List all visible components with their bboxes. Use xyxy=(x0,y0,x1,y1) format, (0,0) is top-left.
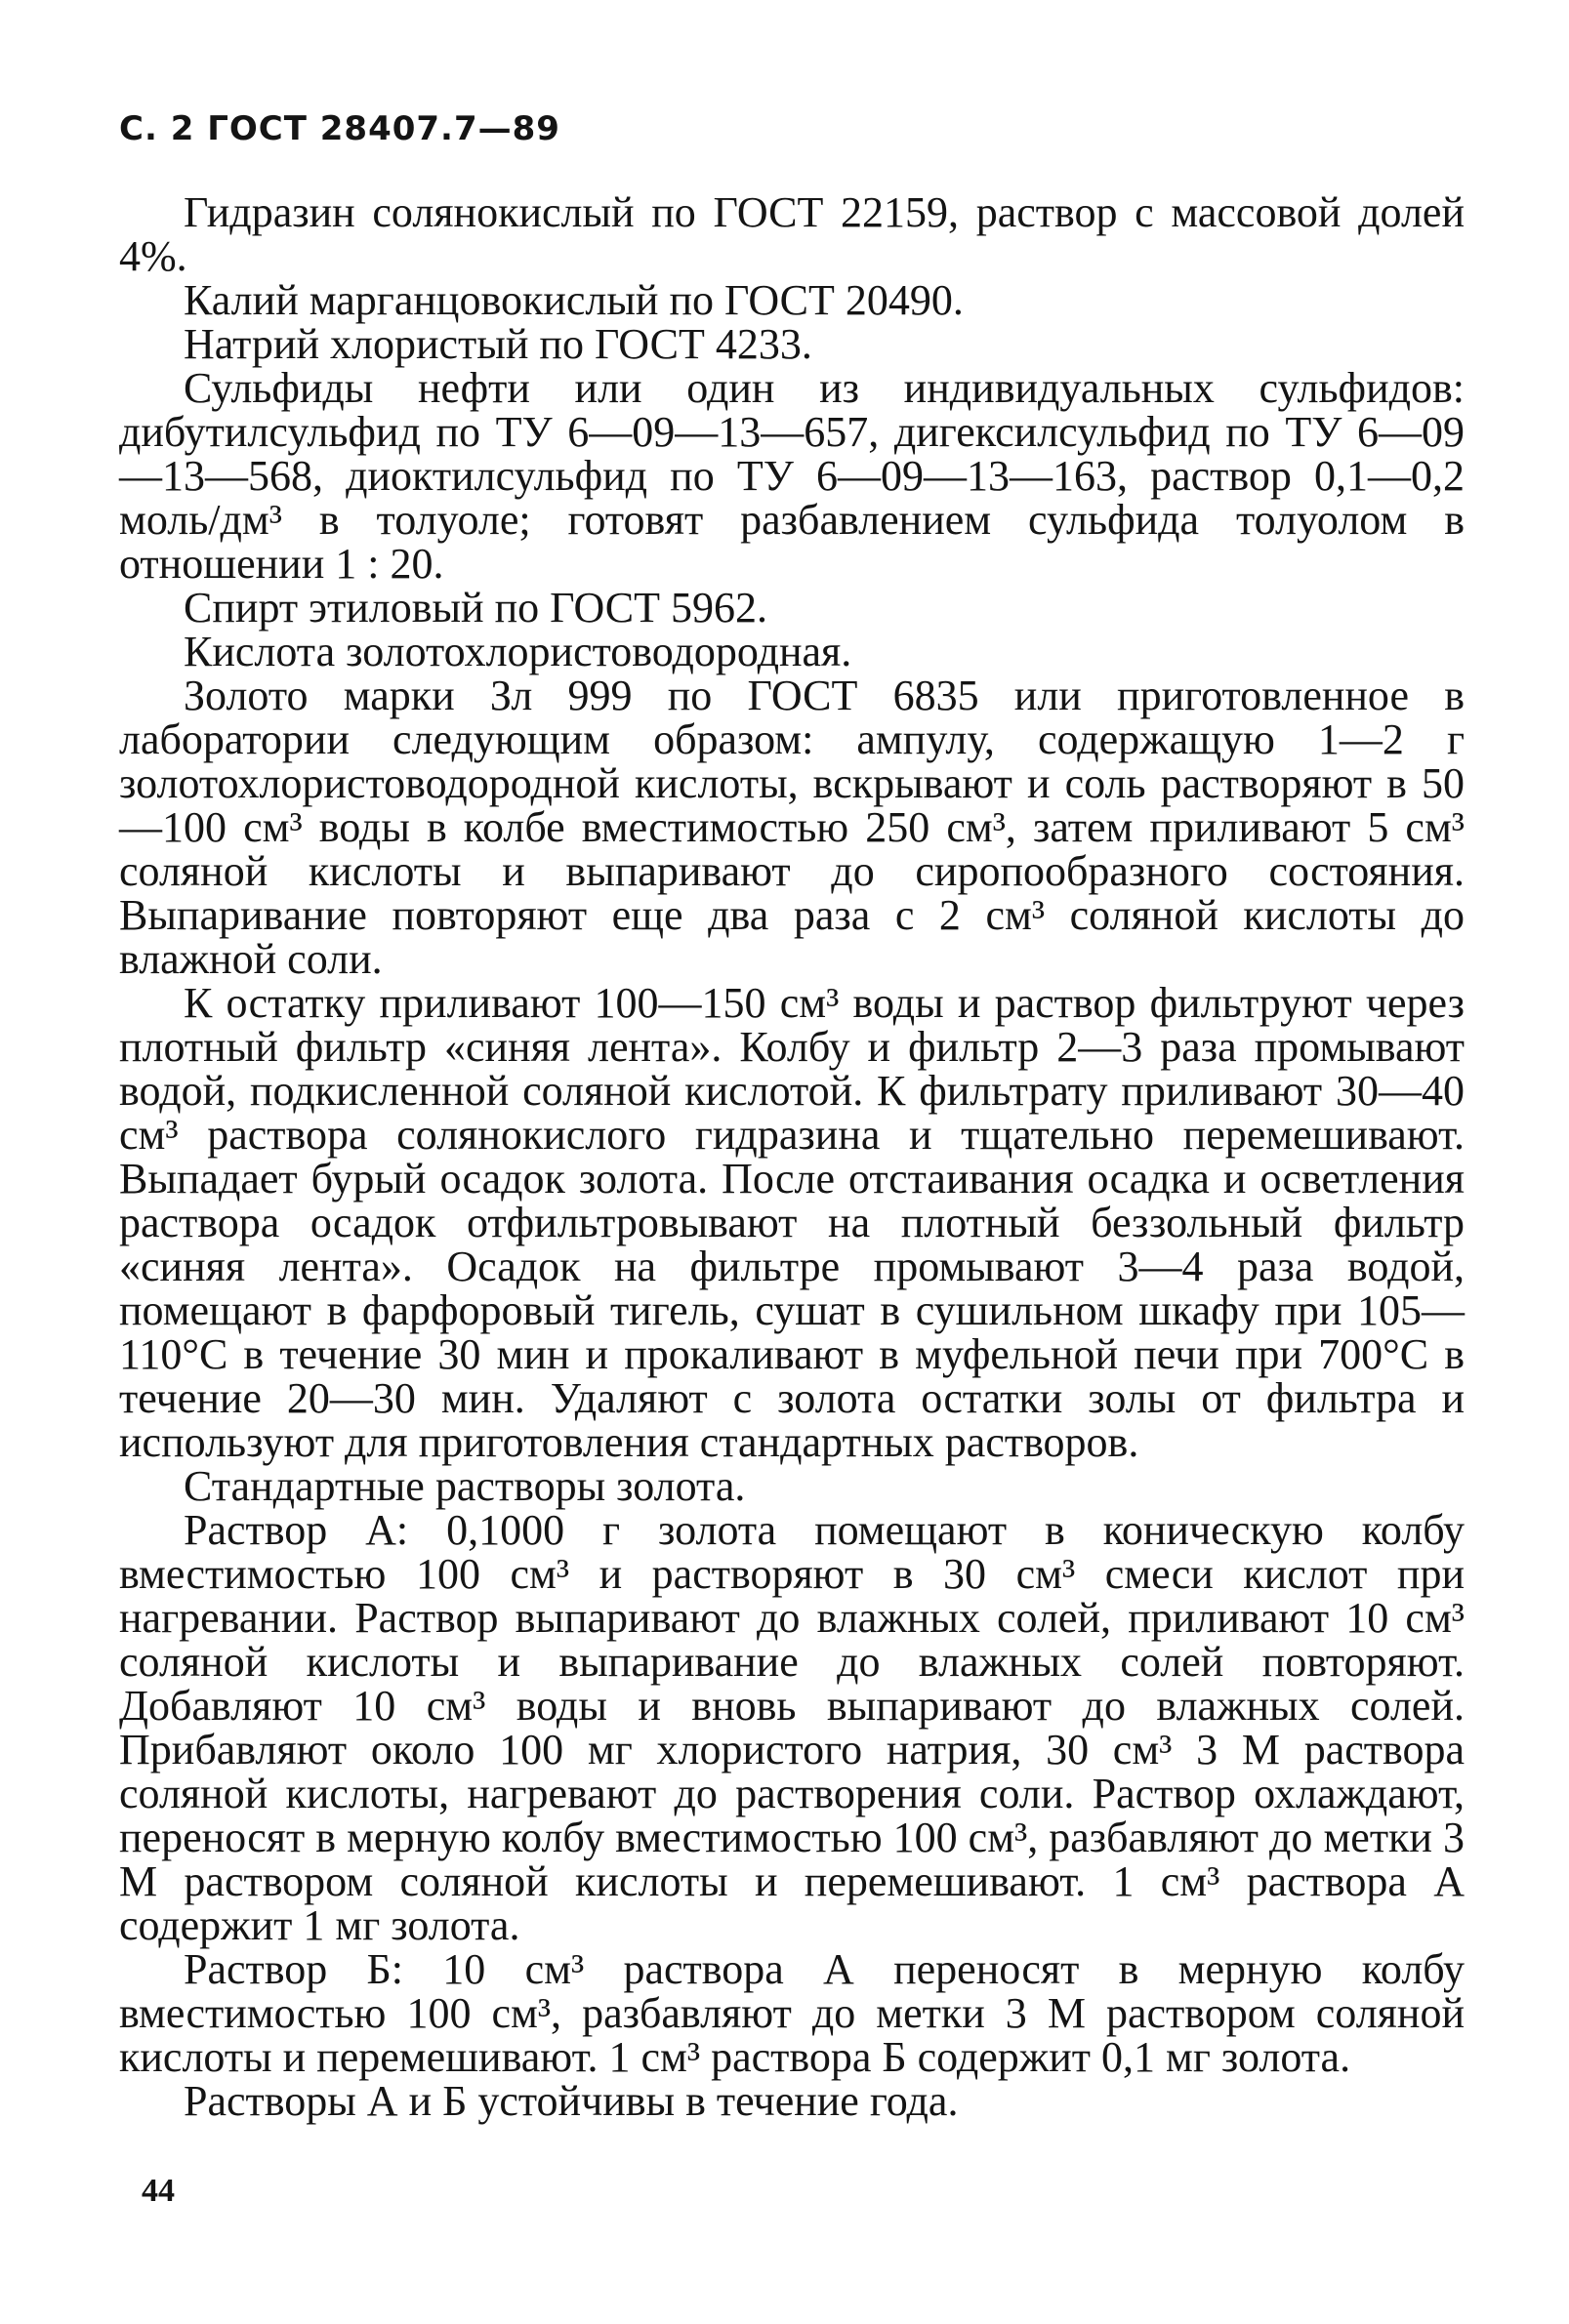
page-header: С. 2 ГОСТ 28407.7—89 xyxy=(119,109,560,148)
paragraph-solution-a: Раствор А: 0,1000 г золота помещают в коническую колбу вместимостью 100 см³ и растворяют в 30 см³ смеси кислот при нагревании. Раствор выпаривают до влажных солей, приливают 10 см³ соляной кислоты и выпаривание до влажных солей повторяют. Добавляют 10 см³ воды и вновь выпаривают до влажных солей. Прибавляют около 100 мг хлористого натрия, 30 см³ 3 М раствора соляной кислоты, нагревают до растворения соли. Раствор охлаждают, переносят в мерную колбу вместимостью 100 см³, разбавляют до метки 3 М раствором соляной кислоты и перемешивают. 1 см³ раствора А содержит 1 мг золота. xyxy=(119,1506,1465,1949)
paragraph-sodium-chloride: Натрий хлористый по ГОСТ 4233. xyxy=(184,320,812,368)
paragraph-residue-filtering: К остатку приливают 100—150 см³ воды и раствор фильтруют через плотный фильтр «синяя лента». Колбу и фильтр 2—3 раза промывают водой, подкисленной соляной кислотой. К фильтрату приливают 30—40 см³ раствора солянокислого гидразина и тщательно перемешивают. Выпадает бурый осадок золота. После отстаивания осадка и осветления раствора осадок отфильтровывают на плотный беззольный фильтр «синяя лента». Осадок на фильтре промывают 3—4 раза водой, помещают в фарфоровый тигель, сушат в сушильном шкафу при 105—110°С в течение 30 мин и прокаливают в муфельной печи при 700°С в течение 20—30 мин. Удаляют с золота остатки золы от фильтра и используют для приготовления стандартных растворов. xyxy=(119,979,1465,1466)
page-number: 44 xyxy=(142,2173,175,2209)
paragraph-standard-solutions: Стандартные растворы золота. xyxy=(184,1462,746,1510)
paragraph-stability: Растворы А и Б устойчивы в течение года. xyxy=(184,2077,959,2125)
paragraph-gold-preparation: Золото марки Зл 999 по ГОСТ 6835 или приготовленное в лаборатории следующим образом: ампулу, содержащую 1—2 г золотохлористоводородной кислоты, вскрывают и соль растворяют в 50—100 см³ воды в колбе вместимостью 250 см³, затем приливают 5 см³ соляной кислоты и выпаривают до сиропообразного состояния. Выпаривание повторяют еще два раза с 2 см³ соляной кислоты до влажной соли. xyxy=(119,672,1465,983)
paragraph-ethyl-alcohol: Спирт этиловый по ГОСТ 5962. xyxy=(184,584,768,632)
paragraph-potassium-permanganate: Калий марганцовокислый по ГОСТ 20490. xyxy=(184,276,964,324)
paragraph-hydrazine: Гидразин солянокислый по ГОСТ 22159, раствор с массовой долей 4%. xyxy=(119,188,1465,280)
paragraph-solution-b: Раствор Б: 10 см³ раствора А переносят в мерную колбу вместимостью 100 см³, разбавляют до метки 3 М раствором соляной кислоты и перемешивают. 1 см³ раствора Б содержит 0,1 мг золота. xyxy=(119,1945,1465,2081)
paragraph-sulfides: Сульфиды нефти или один из индивидуальных сульфидов: дибутилсульфид по ТУ 6—09—13—657, дигексилсульфид по ТУ 6—09—13—568, диоктилсульфид по ТУ 6—09—13—163, раствор 0,1—0,2 моль/дм³ в толуоле; готовят разбавлением сульфида толуолом в отношении 1 : 20. xyxy=(119,364,1465,588)
paragraph-chloroauric-acid: Кислота золотохлористоводородная. xyxy=(184,628,852,675)
document-body xyxy=(119,190,1465,2123)
